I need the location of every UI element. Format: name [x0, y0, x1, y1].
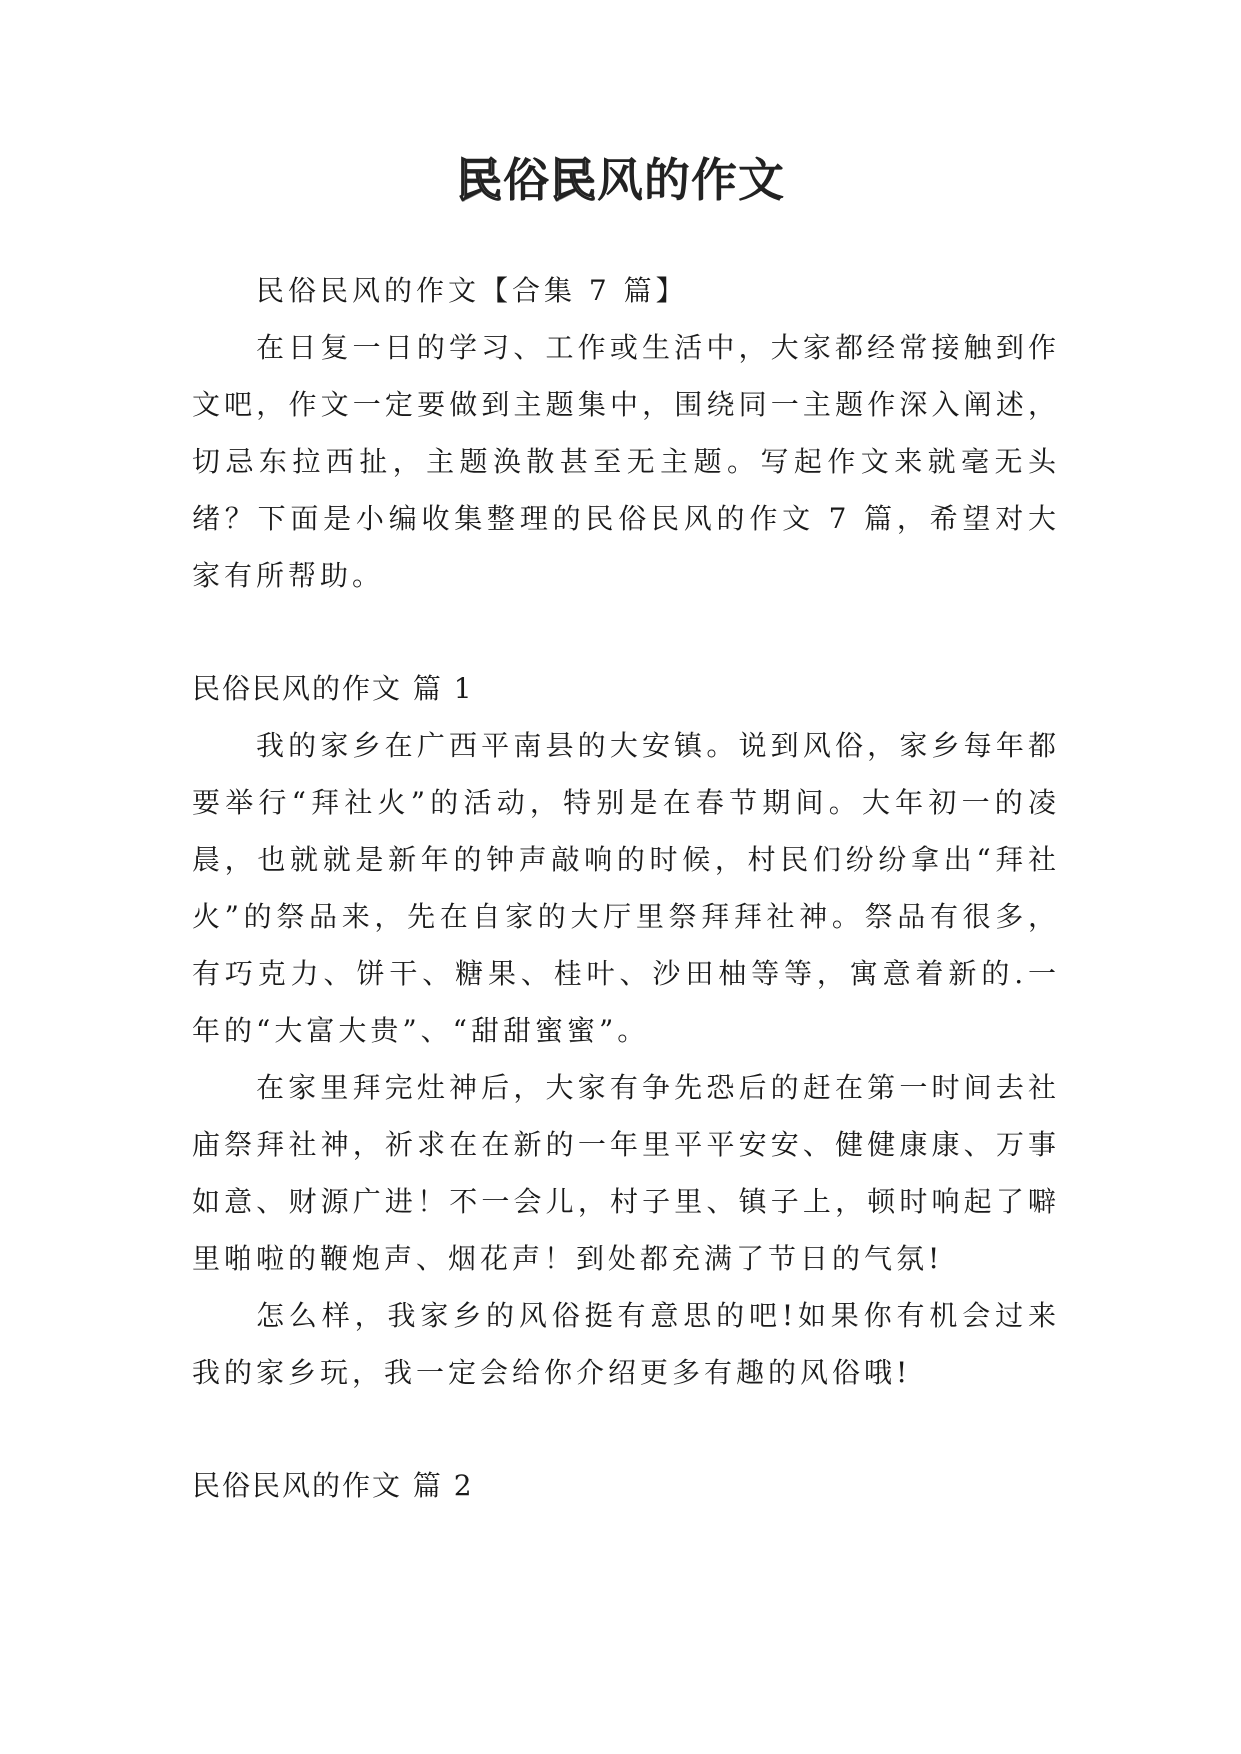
- title-part-4: 风的作文: [597, 153, 785, 207]
- section-1-paragraph-2: 在家里拜完灶神后，大家有争先恐后的赶在第一时间去社庙祭拜社神，祈求在在新的一年里平平安安、健健康康、万事如意、财源广进！不一会儿，村子里、镇子上，顿时响起了噼里啪啦的鞭炮声、烟花声！到处都充满了节日的气氛!: [192, 1071, 1060, 1275]
- section-1-paragraph-1: 我的家乡在广西平南县的大安镇。说到风俗，家乡每年都要举行“拜社火”的活动，特别是在春节期间。大年初一的凌晨，也就就是新年的钟声敲响的时候，村民们纷纷拿出“拜社火”的祭品来，先在自家的大厅里祭拜拜社神。祭品有很多，有巧克力、饼干、糖果、桂叶、沙田柚等等，寓意着新的.一年的“大富大贵”、“甜甜蜜蜜”。: [192, 729, 1060, 1047]
- document-title: [0, 150, 1241, 210]
- title-part-outline-1: 民: [456, 153, 503, 207]
- document-body: [192, 262, 1060, 1514]
- section-1-paragraph-3: 怎么样，我家乡的风俗挺有意思的吧!如果你有机会过来我的家乡玩，我一定会给你介绍更多有趣的风俗哦!: [192, 1299, 1060, 1389]
- section-heading-1: 民俗民风的作文 篇 1: [192, 672, 474, 705]
- title-part-outline-3: 民: [550, 153, 597, 207]
- document-subtitle: 民俗民风的作文【合集 7 篇】: [256, 274, 688, 307]
- section-spacer: [192, 1401, 1060, 1457]
- section-heading-2: 民俗民风的作文 篇 2: [192, 1469, 474, 1502]
- intro-paragraph: 在日复一日的学习、工作或生活中，大家都经常接触到作文吧，作文一定要做到主题集中，围绕同一主题作深入阐述，切忌东拉西扯，主题涣散甚至无主题。写起作文来就毫无头绪？下面是小编收集整理的民俗民风的作文 7 篇，希望对大家有所帮助。: [192, 331, 1060, 592]
- section-spacer: [192, 604, 1060, 660]
- title-part-2: 俗: [503, 153, 550, 207]
